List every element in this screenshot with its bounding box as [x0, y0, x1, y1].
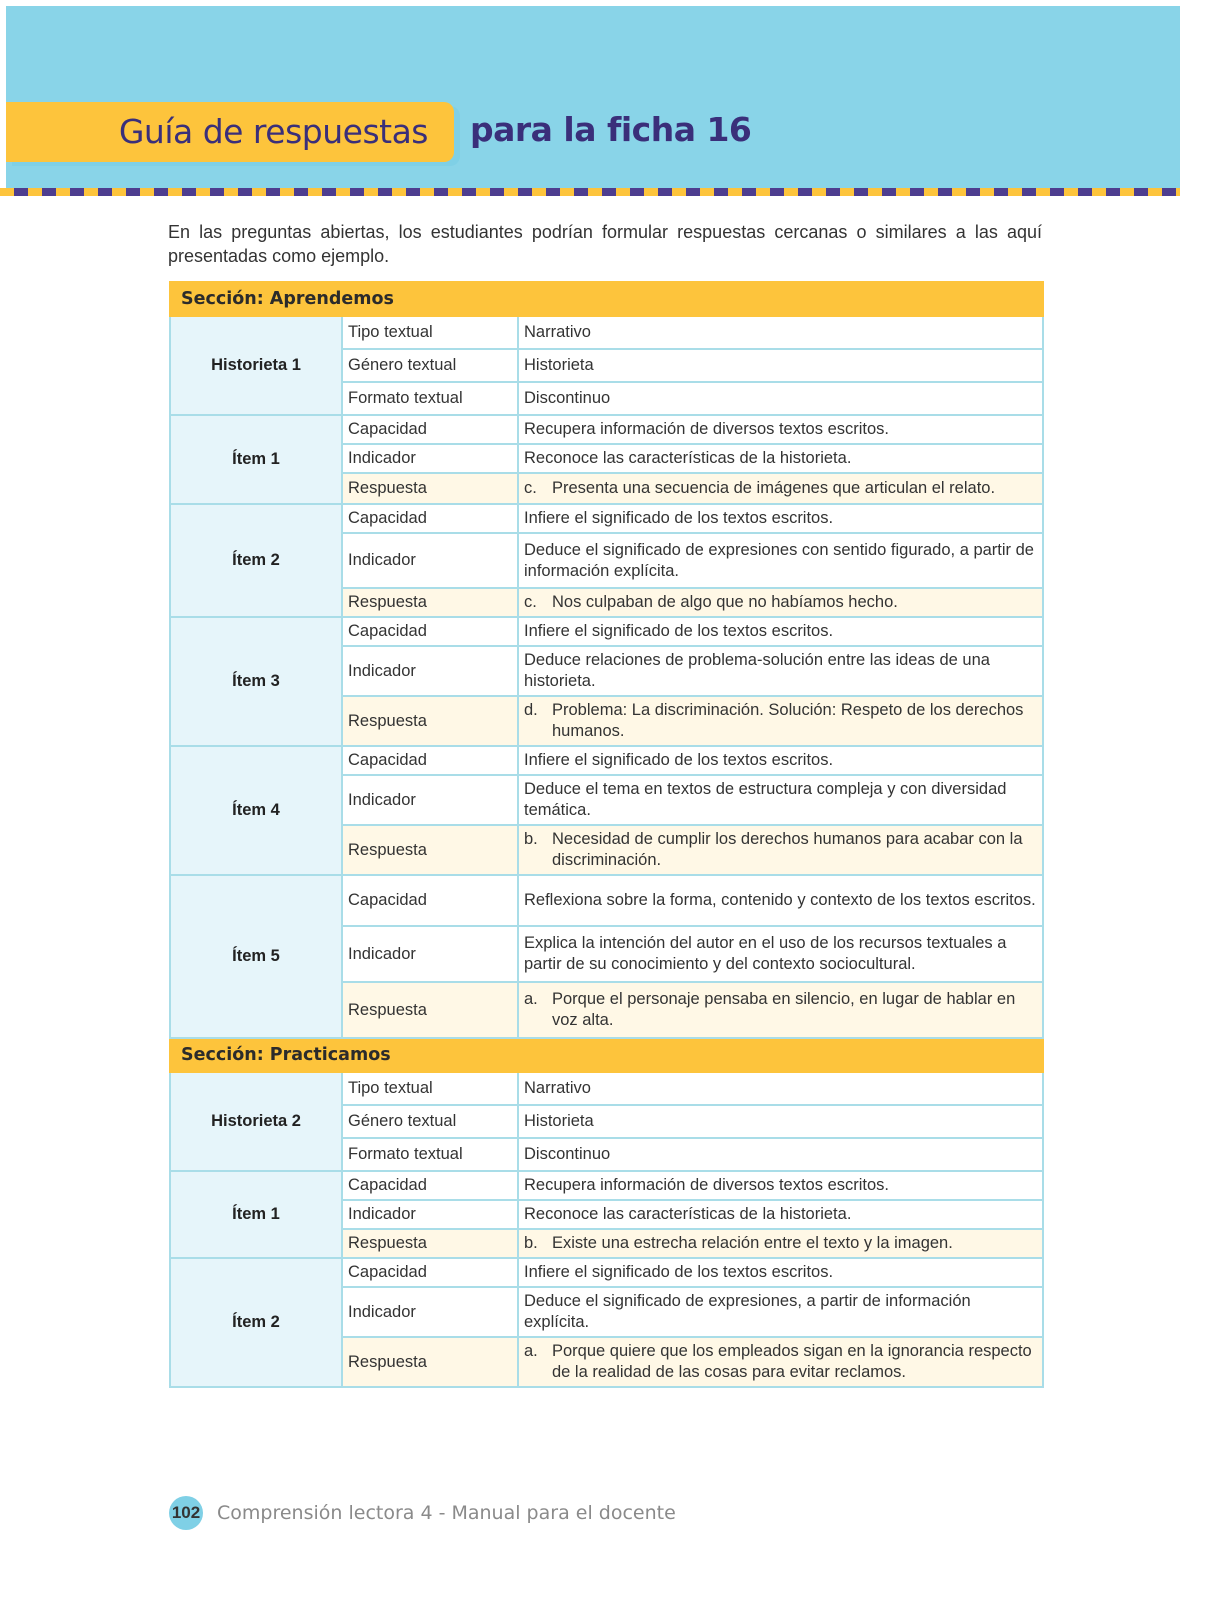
- answer: [524, 1233, 1037, 1254]
- section-header-row: [170, 282, 1043, 316]
- row-label: Indicador: [342, 926, 518, 982]
- row-label: Respuesta: [342, 696, 518, 746]
- row-label: Capacidad: [342, 617, 518, 646]
- row-value: Infiere el significado de los textos escritos.: [518, 746, 1043, 775]
- group-label: Ítem 4: [170, 746, 342, 875]
- row-value: Recupera información de diversos textos escritos.: [518, 415, 1043, 444]
- answer-text: Existe una estrecha relación entre el texto y la imagen.: [552, 1234, 953, 1252]
- answer-letter: c.: [524, 479, 537, 497]
- row-label: Género textual: [342, 349, 518, 382]
- table-row: [170, 617, 1043, 646]
- row-value: Deduce relaciones de problema-solución entre las ideas de una historieta.: [518, 646, 1043, 696]
- table-row: [170, 746, 1043, 775]
- answer: [524, 700, 1037, 742]
- answer-letter: a.: [524, 990, 538, 1008]
- answer-cell: [518, 825, 1043, 875]
- row-label: Respuesta: [342, 825, 518, 875]
- group-label: Ítem 5: [170, 875, 342, 1038]
- row-label: Indicador: [342, 533, 518, 588]
- table-row: [170, 415, 1043, 444]
- answers-table-container: [169, 281, 1042, 1388]
- title-part2: para la ficha 16: [470, 110, 752, 149]
- answer-text: Porque el personaje pensaba en silencio, en lugar de hablar en voz alta.: [552, 990, 1016, 1029]
- page-number: 102: [169, 1496, 203, 1530]
- row-label: Formato textual: [342, 1138, 518, 1171]
- row-label: Indicador: [342, 775, 518, 825]
- row-label: Capacidad: [342, 504, 518, 533]
- table-row: [170, 316, 1043, 349]
- answer-cell: [518, 1229, 1043, 1258]
- row-label: Indicador: [342, 1287, 518, 1337]
- header-banner: [6, 6, 1180, 192]
- table-row: [170, 1072, 1043, 1105]
- answer-text: Necesidad de cumplir los derechos humanos para acabar con la discriminación.: [552, 830, 1023, 869]
- answer-cell: [518, 982, 1043, 1038]
- table-row: [170, 1258, 1043, 1287]
- footer-text: Comprensión lectora 4 - Manual para el docente: [217, 1502, 676, 1524]
- row-label: Respuesta: [342, 473, 518, 504]
- answer-cell: [518, 588, 1043, 617]
- row-value: Deduce el significado de expresiones, a partir de información explícita.: [518, 1287, 1043, 1337]
- answer: [524, 1341, 1037, 1383]
- row-value: Infiere el significado de los textos escritos.: [518, 1258, 1043, 1287]
- answer-letter: b.: [524, 830, 538, 848]
- group-label: Ítem 1: [170, 1171, 342, 1258]
- answers-table: [169, 281, 1044, 1388]
- answer-text: Problema: La discriminación. Solución: Respeto de los derechos humanos.: [552, 701, 1024, 740]
- intro-paragraph: En las preguntas abiertas, los estudiantes podrían formular respuestas cercanas o similares a las aquí presentadas como ejemplo.: [168, 222, 1042, 266]
- answer: [524, 478, 1037, 499]
- section-title: Sección: Aprendemos: [170, 282, 1043, 316]
- row-label: Indicador: [342, 444, 518, 473]
- row-value: Infiere el significado de los textos escritos.: [518, 504, 1043, 533]
- answer: [524, 592, 1037, 613]
- row-value: Narrativo: [518, 1072, 1043, 1105]
- row-label: Respuesta: [342, 1337, 518, 1387]
- row-label: Tipo textual: [342, 316, 518, 349]
- group-label: Historieta 1: [170, 316, 342, 415]
- answer-cell: [518, 1337, 1043, 1387]
- row-label: Capacidad: [342, 415, 518, 444]
- row-value: Discontinuo: [518, 382, 1043, 415]
- table-row: [170, 1171, 1043, 1200]
- group-label: Ítem 3: [170, 617, 342, 746]
- group-label: Ítem 2: [170, 1258, 342, 1387]
- row-value: Explica la intención del autor en el uso de los recursos textuales a partir de su conocimiento y del contexto sociocultural.: [518, 926, 1043, 982]
- row-label: Formato textual: [342, 382, 518, 415]
- row-label: Capacidad: [342, 875, 518, 926]
- row-value: Reconoce las características de la historieta.: [518, 444, 1043, 473]
- answer-letter: b.: [524, 1234, 538, 1252]
- section-header-row: [170, 1038, 1043, 1072]
- answer-letter: c.: [524, 593, 537, 611]
- row-label: Capacidad: [342, 746, 518, 775]
- row-label: Tipo textual: [342, 1072, 518, 1105]
- answer-text: Nos culpaban de algo que no habíamos hecho.: [552, 593, 898, 611]
- title-badge: [6, 102, 454, 162]
- answer: [524, 989, 1037, 1031]
- answer-text: Porque quiere que los empleados sigan en la ignorancia respecto de la realidad de las cosas para evitar reclamos.: [552, 1342, 1032, 1381]
- row-label: Capacidad: [342, 1171, 518, 1200]
- row-label: Respuesta: [342, 1229, 518, 1258]
- group-label: Ítem 2: [170, 504, 342, 617]
- answer-letter: d.: [524, 701, 538, 719]
- answer: [524, 829, 1037, 871]
- row-value: Infiere el significado de los textos escritos.: [518, 617, 1043, 646]
- row-label: Indicador: [342, 646, 518, 696]
- row-value: Discontinuo: [518, 1138, 1043, 1171]
- group-label: Ítem 1: [170, 415, 342, 504]
- row-label: Género textual: [342, 1105, 518, 1138]
- row-value: Deduce el significado de expresiones con sentido figurado, a partir de información explícita.: [518, 533, 1043, 588]
- row-value: Reflexiona sobre la forma, contenido y contexto de los textos escritos.: [518, 875, 1043, 926]
- page-footer: [169, 1496, 676, 1530]
- section-title: Sección: Practicamos: [170, 1038, 1043, 1072]
- answer-cell: [518, 473, 1043, 504]
- row-label: Respuesta: [342, 982, 518, 1038]
- row-label: Capacidad: [342, 1258, 518, 1287]
- table-row: [170, 875, 1043, 926]
- row-value: Historieta: [518, 349, 1043, 382]
- row-label: Respuesta: [342, 588, 518, 617]
- table-row: [170, 504, 1043, 533]
- row-label: Indicador: [342, 1200, 518, 1229]
- answer-letter: a.: [524, 1342, 538, 1360]
- title-part1: Guía de respuestas: [118, 112, 428, 151]
- answer-cell: [518, 696, 1043, 746]
- group-label: Historieta 2: [170, 1072, 342, 1171]
- row-value: Recupera información de diversos textos escritos.: [518, 1171, 1043, 1200]
- row-value: Deduce el tema en textos de estructura compleja y con diversidad temática.: [518, 775, 1043, 825]
- decorative-dash-strip: [0, 188, 1180, 196]
- answer-text: Presenta una secuencia de imágenes que articulan el relato.: [552, 479, 996, 497]
- row-value: Reconoce las características de la historieta.: [518, 1200, 1043, 1229]
- row-value: Narrativo: [518, 316, 1043, 349]
- row-value: Historieta: [518, 1105, 1043, 1138]
